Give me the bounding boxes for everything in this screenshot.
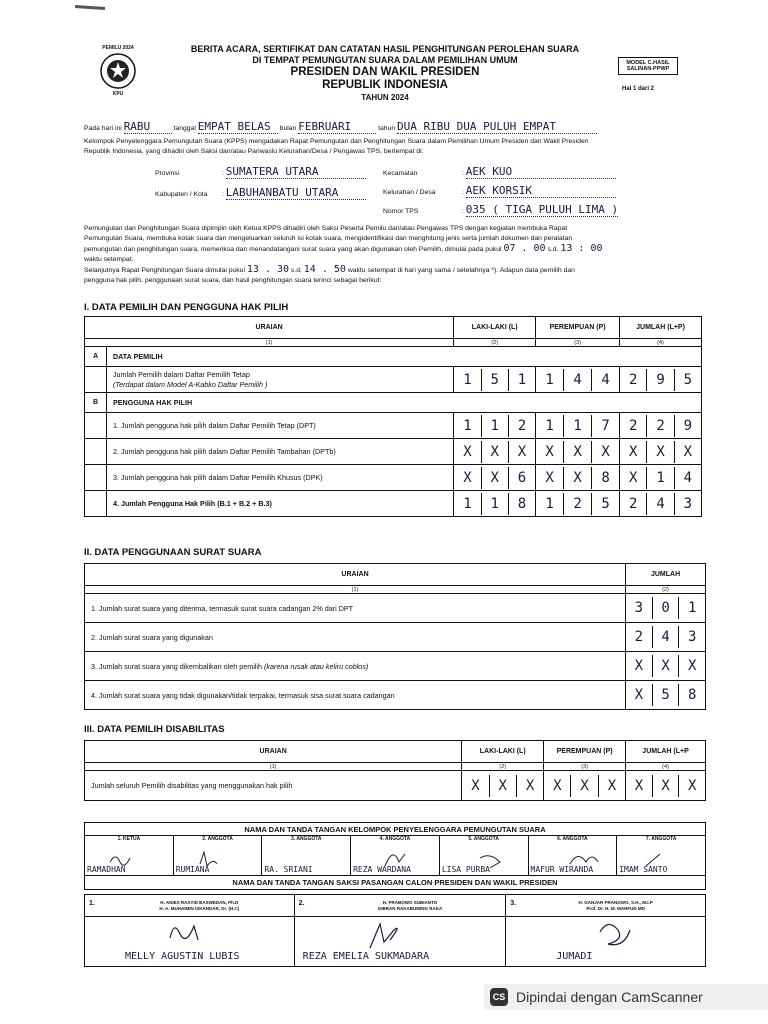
digit: X	[490, 775, 517, 797]
s1-b3-label: 3. Jumlah pengguna hak pilih dalam Daftar Pemilih Khusus (DPK)	[106, 465, 453, 491]
s1-b-letter: B	[85, 393, 107, 413]
digit: 1	[564, 415, 592, 437]
intro-date-line	[84, 120, 694, 134]
s2-r4-label: 4. Jumlah surat suara yang tidak digunakan/tidak terpakai, termasuk sisa surat suara cadangan	[85, 681, 626, 710]
saksi2-number: 2.	[298, 900, 305, 907]
digit: 1	[647, 467, 674, 489]
table-row	[85, 771, 706, 801]
section1-table	[84, 316, 702, 517]
s1-a-letter: A	[85, 347, 107, 367]
role-ketua: 1. KETUA	[117, 836, 141, 842]
logo-top-text: PEMILU 2024	[102, 45, 134, 51]
signer-name: LISA PURBA	[441, 865, 490, 874]
end-time: 13 : 00	[560, 243, 603, 254]
saksi-signature-scribbles	[160, 918, 640, 952]
digit: X	[454, 441, 481, 463]
s1-num3: (3)	[536, 339, 620, 347]
tanggal-label: tanggal	[173, 125, 196, 132]
digit: 8	[687, 687, 697, 703]
saksi1-number: 1.	[89, 900, 95, 907]
tps-label: Nomor TPS	[383, 208, 419, 215]
saksi2-name: REZA EMELIA SUKMADARA	[302, 951, 430, 962]
camscanner-icon: CS	[490, 988, 508, 1006]
header-line2: DI TEMPAT PEMUNGUTAN SUARA DALAM PEMILIHAN UMUM	[252, 55, 518, 65]
s3-num4: (4)	[626, 763, 706, 771]
kel-value: AEK KORSIK	[465, 184, 533, 197]
signer-name: RUMIANA	[175, 865, 210, 874]
table-row	[85, 594, 706, 623]
start2-time: 13 . 30	[246, 264, 290, 275]
digit: 3	[626, 597, 653, 619]
s3-num2: (2)	[462, 763, 544, 771]
document-header	[150, 44, 620, 103]
digit: 2	[620, 493, 647, 515]
digit: 5	[601, 495, 610, 512]
model-box	[618, 57, 678, 75]
kec-label: Kecamatan	[383, 170, 418, 177]
digit: X	[626, 775, 653, 797]
intro-p2: Republik Indonesia, yang dihadiri oleh Saksi dan/atau Panwaslu Kelurahan/Desa / Pengawas TPS, bertempat di:	[84, 148, 424, 155]
s3-num3: (3)	[544, 763, 626, 771]
s2-r3b-label: (karena rusak atau keliru coblos)	[264, 661, 369, 671]
s1-col-uraian: URAIAN	[85, 317, 454, 339]
digit: X	[626, 655, 653, 677]
digit: 9	[647, 369, 674, 391]
digit: X	[454, 467, 481, 489]
intro-paragraph	[84, 137, 704, 157]
digit: 8	[601, 469, 610, 486]
digit: X	[564, 441, 592, 463]
digit: X	[482, 467, 509, 489]
kec-field: : AEK KUO	[462, 165, 616, 179]
header-line1: BERITA ACARA, SERTIFIKAT DAN CATATAN HASIL PENGHITUNGAN PEROLEHAN SUARA	[190, 44, 580, 54]
digit: X	[482, 441, 509, 463]
provinsi-field: : SUMATERA UTARA	[222, 165, 366, 179]
camscanner-text: Dipindai dengan CamScanner	[516, 989, 703, 1005]
table-row	[85, 681, 706, 710]
s1-a1-l2: (Terdapat dalam Model A-Kabko Daftar Pemilih )	[112, 379, 268, 389]
s2-col-jumlah: JUMLAH	[626, 564, 706, 586]
kpps-title: NAMA DAN TANDA TANGAN KELOMPOK PENYELENGGARA PEMUNGUTAN SUARA	[85, 823, 706, 836]
s2-col-uraian: URAIAN	[85, 564, 626, 586]
role-anggota: 5. ANGGOTA	[468, 836, 499, 842]
digit: 1	[536, 369, 564, 391]
provinsi-label: Provinsi	[155, 170, 180, 177]
body-b4: waktu setempat.	[84, 256, 134, 263]
bulan-value: FEBRUARI	[298, 120, 352, 133]
digit: 1	[687, 600, 697, 616]
s1-b1-label: 1. Jumlah pengguna hak pilih dalam Daftar Pemilih Tetap (DPT)	[106, 413, 453, 439]
digit: X	[620, 441, 647, 463]
digit: X	[653, 775, 680, 797]
digit: 2	[517, 417, 527, 434]
s1-num2: (2)	[454, 339, 536, 347]
body-paragraph	[84, 224, 704, 286]
saksi3-candidate-l1: H. GANJAR PRANOWO, S.H., M.I.P	[578, 899, 653, 905]
saksi3-number: 3.	[510, 900, 517, 907]
s3-col-p: PEREMPUAN (P)	[544, 741, 626, 763]
digit: X	[525, 777, 535, 794]
s2-num1: (1)	[85, 586, 626, 594]
digit: X	[653, 655, 680, 677]
header-line3: PRESIDEN DAN WAKIL PRESIDEN	[290, 66, 480, 78]
body-b1: Pemungutan dan Penghitungan Suara dipimpin oleh Ketua KPPS dihadiri oleh Saksi Peserta Pemilu dan/atau Pengawas TPS dengan kegiatan membuka Rapat	[84, 225, 568, 232]
saksi-title: NAMA DAN TANDA TANGAN SAKSI PASANGAN CALON PRESIDEN DAN WAKIL PRESIDEN	[85, 876, 706, 890]
kel-label: Kelurahan / Desa	[383, 189, 436, 196]
role-anggota: 6. ANGGOTA	[557, 836, 588, 842]
section3-table	[84, 740, 706, 801]
digit: 1	[517, 371, 527, 388]
provinsi-value: SUMATERA UTARA	[225, 165, 319, 178]
digit: X	[536, 441, 564, 463]
table-row	[85, 623, 706, 652]
digit: 1	[482, 415, 509, 437]
saksi3-candidate-l2: Prof. Dr. H. M. MAHFUD MD	[586, 905, 645, 911]
role-anggota: 7. ANGGOTA	[645, 836, 677, 842]
intro-p1: Kelompok Penyelenggara Pemungutan Suara (KPPS) mengadakan Rapat Pemungutan dan Penghitungan Suara dalam Pemilihan Umum Presiden dan Wakil Presiden	[84, 138, 589, 145]
digit: 2	[620, 369, 647, 391]
kab-label: Kabupaten / Kota	[155, 191, 208, 198]
signer-name: RAMADHAN	[87, 865, 126, 874]
digit: 9	[683, 417, 693, 434]
signer-name: MAFUR WIRANDA	[530, 865, 594, 874]
hari-value: RABU	[123, 120, 151, 133]
s3-col-lp: JUMLAH (L+P	[626, 741, 706, 763]
kab-value: LABUHANBATU UTARA	[225, 186, 339, 199]
table-row	[85, 491, 702, 517]
kpu-logo	[96, 45, 140, 105]
role-anggota: 2. ANGGOTA	[202, 836, 233, 842]
body-b5: Selanjutnya Rapat Penghitungan Suara dimulai pukul	[84, 267, 245, 274]
digit: X	[687, 658, 697, 674]
digit: 2	[626, 626, 653, 648]
signer-name: REZA WARDANA	[353, 865, 411, 874]
section1-title: I. DATA PEMILIH DAN PENGGUNA HAK PILIH	[84, 302, 289, 313]
saksi1-name: MELLY AGUSTIN LUBIS	[125, 951, 240, 962]
body-b3: pemungutan dan penghitungan suara, memeriksa dan menandatangani surat suara yang akan digunakan oleh Pemilih, dimulai pada pukul	[84, 246, 502, 253]
kpps-signature-scribbles	[100, 848, 660, 874]
digit: 4	[653, 626, 680, 648]
digit: X	[517, 443, 527, 460]
digit: 1	[536, 493, 564, 515]
s1-a1-l1: Jumlah Pemilih dalam Daftar Pemilih Tetap	[112, 369, 250, 379]
s1-b4-label: 4. Jumlah Pengguna Hak Pilih (B.1 + B.2 + B.3)	[106, 491, 453, 517]
digit: 0	[653, 597, 680, 619]
digit: X	[601, 443, 610, 460]
digit: 4	[601, 371, 610, 388]
s1-num1: (1)	[85, 339, 454, 347]
s2-r1-label: 1. Jumlah surat suara yang diterima, termasuk surat suara cadangan 2% dari DPT	[85, 594, 626, 623]
s1-col-p: PEREMPUAN (P)	[536, 317, 620, 339]
digit: 4	[647, 493, 674, 515]
page-number: Hal 1 dari 2	[622, 86, 655, 92]
s3-col-uraian: URAIAN	[85, 741, 462, 763]
digit: X	[564, 467, 592, 489]
digit: 5	[653, 684, 680, 706]
header-line5: TAHUN 2024	[361, 93, 409, 102]
start-time: 07 . 00	[503, 243, 546, 254]
digit: 1	[454, 369, 481, 391]
digit: 7	[601, 417, 610, 434]
s3-col-l: LAKI-LAKI (L)	[462, 741, 544, 763]
kec-value: AEK KUO	[465, 165, 513, 178]
digit: 2	[620, 415, 647, 437]
digit: 1	[482, 493, 509, 515]
s1-num4: (4)	[620, 339, 702, 347]
saksi3-name: JUMADI	[556, 951, 593, 962]
digit: X	[544, 775, 571, 797]
tps-value: 035 ( TIGA PULUH LIMA )	[465, 203, 619, 216]
digit: X	[687, 777, 697, 794]
saksi2-candidate-l2: GIBRAN RAKABUMING RAKA	[377, 905, 443, 911]
digit: 3	[687, 629, 697, 645]
table-row	[85, 439, 702, 465]
sd2-label: s.d.	[290, 267, 302, 274]
header-line4: REPUBLIK INDONESIA	[322, 79, 448, 91]
tanggal-value: EMPAT BELAS	[197, 120, 271, 133]
s3-r1-label: Jumlah seluruh Pemilih disabilitas yang menggunakan hak pilih	[85, 771, 462, 801]
role-anggota: 3. ANGGOTA	[290, 836, 322, 842]
body-b6: waktu setempat di hari yang sama / setelahnya *). Adapun data pemilih dan	[347, 267, 575, 274]
s1-b-title: PENGGUNA HAK PILIH	[106, 393, 701, 413]
camscanner-watermark	[484, 984, 768, 1010]
role-anggota: 4. ANGGOTA	[379, 836, 411, 842]
s1-col-l: LAKI-LAKI (L)	[454, 317, 536, 339]
table-row	[85, 367, 702, 393]
digit: X	[571, 775, 598, 797]
digit: X	[607, 777, 617, 794]
signer-name: RA. SRIANI	[264, 865, 313, 874]
kel-field: : AEK KORSIK	[462, 184, 616, 198]
saksi1-candidate-l2: H. A. MUHAIMIN ISKANDAR, Dr. (H.C)	[159, 905, 240, 911]
digit: 5	[482, 369, 509, 391]
table-row	[85, 413, 702, 439]
model-line2: SALINAN-PPWP	[626, 66, 670, 72]
digit: X	[462, 775, 489, 797]
digit: 4	[564, 369, 592, 391]
digit: 8	[517, 495, 527, 512]
table-row	[85, 465, 702, 491]
section3-title: III. DATA PEMILIH DISABILITAS	[84, 724, 225, 735]
digit: X	[626, 684, 653, 706]
saksi2-candidate-l1: H. PRABOWO SUBIANTO	[382, 899, 438, 905]
digit: X	[683, 443, 693, 460]
section2-table	[84, 563, 706, 710]
digit: 1	[536, 415, 564, 437]
tps-field: : 035 ( TIGA PULUH LIMA )	[462, 203, 619, 216]
tahun-label: tahun	[378, 125, 396, 132]
logo-bottom-text: KPU	[112, 91, 124, 97]
pada-hari-label: Pada hari ini	[84, 125, 122, 132]
pen-mark	[75, 5, 105, 10]
sd-label: s.d.	[547, 246, 559, 253]
digit: X	[620, 467, 647, 489]
body-b2: Pemungutan Suara, membuka kotak suara dan mengeluarkan seluruh isi kotak suara, mengidentifikasi dan menghitung jenis serta jumlah dokumen dan peralatan	[84, 235, 573, 242]
model-line1: MODEL C.HASIL	[626, 60, 670, 66]
s1-col-lp: JUMLAH (L+P)	[620, 317, 702, 339]
s1-a-title: DATA PEMILIH	[106, 347, 701, 367]
digit: 2	[647, 415, 674, 437]
s1-b2-label: 2. Jumlah pengguna hak pilih dalam Daftar Pemilih Tambahan (DPTb)	[106, 439, 453, 465]
signer-name: IMAM SANTO	[619, 865, 668, 874]
end2-time: 14 . 50	[303, 264, 346, 275]
bulan-label: bulan	[279, 125, 297, 132]
body-b7: pengguna hak pilih, penggunaan surat suara, dan hasil penghitungan suara terinci sebagai berikut:	[84, 277, 382, 284]
digit: 3	[683, 495, 693, 512]
digit: 1	[454, 415, 481, 437]
section2-title: II. DATA PENGGUNAAN SURAT SUARA	[84, 547, 262, 558]
saksi1-candidate-l1: H. ANIES RASYID BASWEDAN, Ph.D	[160, 899, 239, 905]
digit: X	[647, 441, 674, 463]
digit: 2	[564, 493, 592, 515]
digit: 6	[517, 469, 527, 486]
digit: 4	[683, 469, 693, 486]
tahun-value: DUA RIBU DUA PULUH EMPAT	[397, 120, 556, 133]
s3-num1: (1)	[85, 763, 462, 771]
digit: 1	[454, 493, 481, 515]
kab-field: : LABUHANBATU UTARA	[222, 186, 366, 200]
s2-num2: (2)	[626, 586, 706, 594]
s2-r2-label: 2. Jumlah surat suara yang digunakan	[85, 623, 626, 652]
s2-r3a-label: 3. Jumlah surat suara yang dikembalikan oleh pemilih	[91, 661, 264, 671]
table-row	[85, 652, 706, 681]
digit: X	[536, 467, 564, 489]
digit: 5	[683, 371, 693, 388]
